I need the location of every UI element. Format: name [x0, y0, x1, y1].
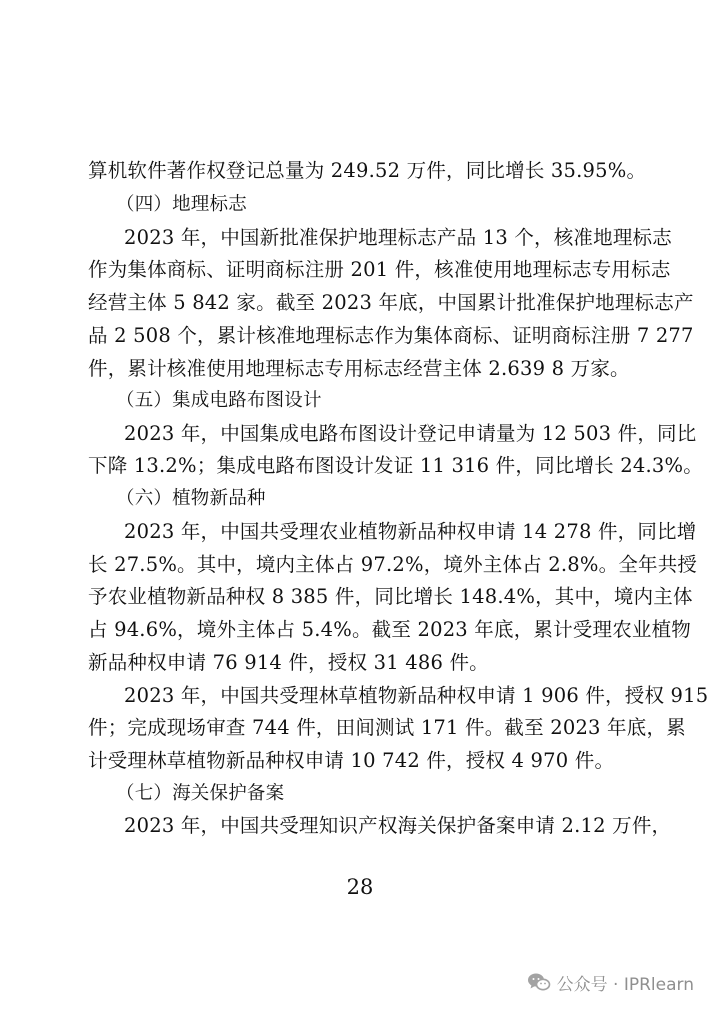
page-number: 28: [346, 875, 374, 899]
paragraph-line: 2023 年，中国共受理知识产权海关保护备案申请 2.12 万件，: [124, 814, 672, 837]
paragraph-line: 2023 年，中国共受理农业植物新品种权申请 14 278 件，同比增: [124, 520, 697, 543]
paragraph-line: 件；完成现场审查 744 件，田间测试 171 件。截至 2023 年底，累: [88, 716, 686, 739]
paragraph-line: 件，累计核准使用地理标志专用标志经营主体 2.639 8 万家。: [88, 357, 630, 380]
watermark-text: 公众号 · IPRlearn: [556, 974, 694, 995]
paragraph-line: 2023 年，中国新批准保护地理标志产品 13 个，核准地理标志: [124, 226, 672, 249]
section-heading-customs-protection: （七）海关保护备案: [116, 783, 285, 804]
paragraph-line: 算机软件著作权登记总量为 249.52 万件，同比增长 35.95%。: [88, 159, 647, 182]
paragraph-line: 2023 年，中国共受理林草植物新品种权申请 1 906 件，授权 915: [124, 684, 709, 707]
section-heading-geographical-indications: （四）地理标志: [116, 194, 247, 215]
section-heading-integrated-circuit-layout: （五）集成电路布图设计: [116, 390, 322, 411]
paragraph-line: 作为集体商标、证明商标注册 201 件，核准使用地理标志专用标志: [88, 258, 671, 281]
paragraph-line: 2023 年，中国集成电路布图设计登记申请量为 12 503 件，同比: [124, 422, 697, 445]
watermark: [527, 969, 694, 995]
paragraph-line: 下降 13.2%；集成电路布图设计发证 11 316 件，同比增长 24.3%。: [88, 454, 703, 477]
paragraph-line: 经营主体 5 842 家。截至 2023 年底，中国累计批准保护地理标志产: [88, 291, 694, 314]
paragraph-line: 品 2 508 个，累计核准地理标志作为集体商标、证明商标注册 7 277: [88, 324, 694, 347]
paragraph-line: 计受理林草植物新品种权申请 10 742 件，授权 4 970 件。: [88, 749, 615, 772]
paragraph-line: 占 94.6%，境外主体占 5.4%。截至 2023 年底，累计受理农业植物: [88, 618, 692, 641]
paragraph-line: 长 27.5%。其中，境内主体占 97.2%，境外主体占 2.8%。全年共授: [88, 553, 698, 576]
section-heading-plant-varieties: （六）植物新品种: [116, 488, 266, 509]
paragraph-line: 新品种权申请 76 914 件，授权 31 486 件。: [88, 651, 489, 674]
paragraph-line: 予农业植物新品种权 8 385 件，同比增长 148.4%，其中，境内主体: [88, 585, 693, 608]
wechat-icon: [527, 972, 551, 992]
